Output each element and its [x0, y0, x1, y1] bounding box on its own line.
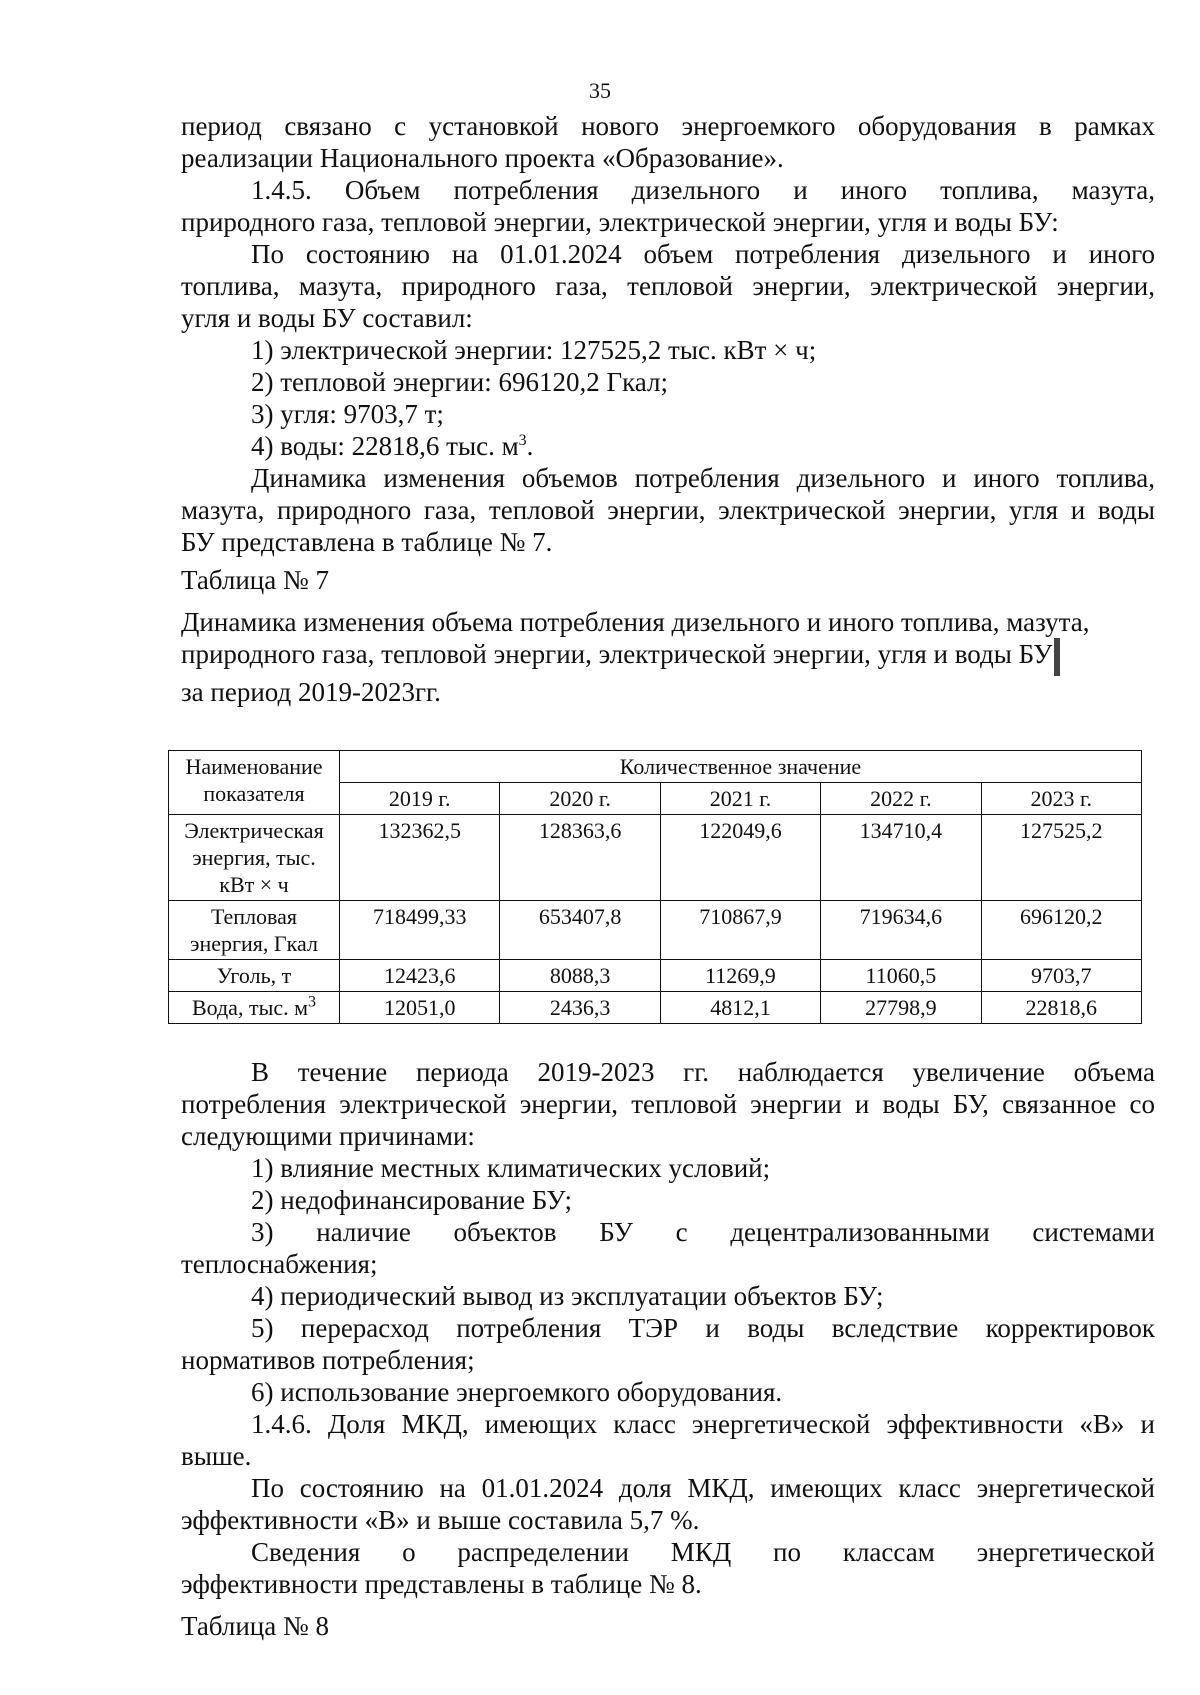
table-7-title: [181, 606, 1155, 708]
row-name-cell: Уголь, т: [169, 960, 340, 992]
reason-item: 2) недофинансирование БУ;: [251, 1185, 572, 1215]
reason-item: теплоснабжения;: [181, 1249, 378, 1279]
value-cell: 718499,33: [340, 901, 500, 960]
value-cell: 122049,6: [660, 815, 820, 901]
year-header: 2022 г.: [821, 783, 981, 815]
value-cell: 11060,5: [821, 960, 981, 992]
table-row: [169, 815, 1142, 901]
header-name-cell: Наименование показателя: [169, 751, 340, 815]
info-line: Сведения о распределении МКД по классам энергетической: [251, 1537, 1155, 1567]
table-row: [169, 992, 1142, 1024]
header-group-cell: Количественное значение: [340, 751, 1142, 783]
value-cell: 719634,6: [821, 901, 981, 960]
value-cell: 27798,9: [821, 992, 981, 1024]
status-line: угля и воды БУ составил:: [181, 303, 473, 333]
section-145-heading: природного газа, тепловой энергии, электрической энергии, угля и воды БУ:: [181, 207, 1059, 237]
table-row: [169, 960, 1142, 992]
year-header: 2021 г.: [660, 783, 820, 815]
table-7: [168, 750, 1142, 1024]
dynamics-line: мазута, природного газа, тепловой энергии, электрической энергии, угля и воды: [181, 495, 1155, 525]
analysis-line: следующими причинами:: [181, 1121, 475, 1151]
section-145-heading: 1.4.5. Объем потребления дизельного и иного топлива, мазута,: [251, 175, 1155, 205]
table-title-line: Динамика изменения объема потребления дизельного и иного топлива, мазута,: [181, 607, 1090, 637]
year-header: 2023 г.: [981, 783, 1141, 815]
year-header: 2020 г.: [500, 783, 660, 815]
value-cell: 12423,6: [340, 960, 500, 992]
section-146-heading: выше.: [181, 1441, 252, 1471]
upper-text-block: [181, 110, 1155, 708]
status-line: эффективности «В» и выше составила 5,7 %.: [181, 1505, 700, 1535]
table-title-line: за период 2019-2023гг.: [181, 677, 441, 707]
value-cell: 127525,2: [981, 815, 1141, 901]
value-cell: 653407,8: [500, 901, 660, 960]
status-line: По состоянию на 01.01.2024 доля МКД, имеющих класс энергетической: [251, 1473, 1155, 1503]
reason-item: 4) периодический вывод из эксплуатации объектов БУ;: [251, 1281, 884, 1311]
lower-text-block: [181, 1056, 1155, 1642]
analysis-line: В течение периода 2019-2023 гг. наблюдается увеличение объема: [251, 1057, 1155, 1087]
value-cell: 9703,7: [981, 960, 1141, 992]
row-name-cell: Тепловая энергия, Гкал: [169, 901, 340, 960]
value-cell: 22818,6: [981, 992, 1141, 1024]
analysis-line: потребления электрической энергии, тепловой энергии и воды БУ, связанное со: [181, 1089, 1155, 1119]
value-cell: 696120,2: [981, 901, 1141, 960]
status-line: топлива, мазута, природного газа, тепловой энергии, электрической энергии,: [181, 271, 1155, 301]
row-name-cell: Вода, тыс. $м^3$: [169, 992, 340, 1024]
reason-item: 1) влияние местных климатических условий;: [251, 1153, 771, 1183]
value-cell: 8088,3: [500, 960, 660, 992]
reason-item: 3) наличие объектов БУ с децентрализованными системами: [251, 1217, 1155, 1247]
consumption-item: 4) воды: 22818,6 тыс. $м^3$.: [251, 431, 534, 461]
reason-item: нормативов потребления;: [181, 1345, 475, 1375]
consumption-item: 2) тепловой энергии: 696120,2 Гкал;: [251, 367, 668, 397]
table-title-line: природного газа, тепловой энергии, электрической энергии, угля и воды БУ: [181, 638, 1155, 676]
value-cell: 2436,3: [500, 992, 660, 1024]
row-name-cell: Электрическая энергия, тыс. кВт × ч: [169, 815, 340, 901]
value-cell: 134710,4: [821, 815, 981, 901]
scan-mark: [1054, 638, 1060, 676]
table-8-label: Таблица № 8: [181, 1611, 329, 1641]
info-line: эффективности представлены в таблице № 8.: [181, 1569, 702, 1599]
value-cell: 128363,6: [500, 815, 660, 901]
consumption-item: 1) электрической энергии: 127525,2 тыс. кВт × ч;: [251, 335, 817, 365]
reason-item: 5) перерасход потребления ТЭР и воды вследствие корректировок: [251, 1313, 1155, 1343]
value-cell: 11269,9: [660, 960, 820, 992]
paragraph-line: реализации Национального проекта «Образование».: [181, 143, 784, 173]
table-row: [169, 901, 1142, 960]
value-cell: 132362,5: [340, 815, 500, 901]
paragraph-line: период связано с установкой нового энергоемкого оборудования в рамках: [181, 111, 1155, 141]
table-7-label: Таблица № 7: [181, 565, 329, 595]
dynamics-line: Динамика изменения объемов потребления дизельного и иного топлива,: [251, 463, 1155, 493]
value-cell: 4812,1: [660, 992, 820, 1024]
status-line: По состоянию на 01.01.2024 объем потребления дизельного и иного: [251, 239, 1155, 269]
consumption-item: 3) угля: 9703,7 т;: [251, 399, 444, 429]
year-header: 2019 г.: [340, 783, 500, 815]
page-number: 35: [589, 78, 611, 103]
dynamics-line: БУ представлена в таблице № 7.: [181, 527, 553, 557]
section-146-heading: 1.4.6. Доля МКД, имеющих класс энергетической эффективности «В» и: [251, 1409, 1155, 1439]
value-cell: 12051,0: [340, 992, 500, 1024]
value-cell: 710867,9: [660, 901, 820, 960]
reason-item: 6) использование энергоемкого оборудования.: [251, 1377, 783, 1407]
